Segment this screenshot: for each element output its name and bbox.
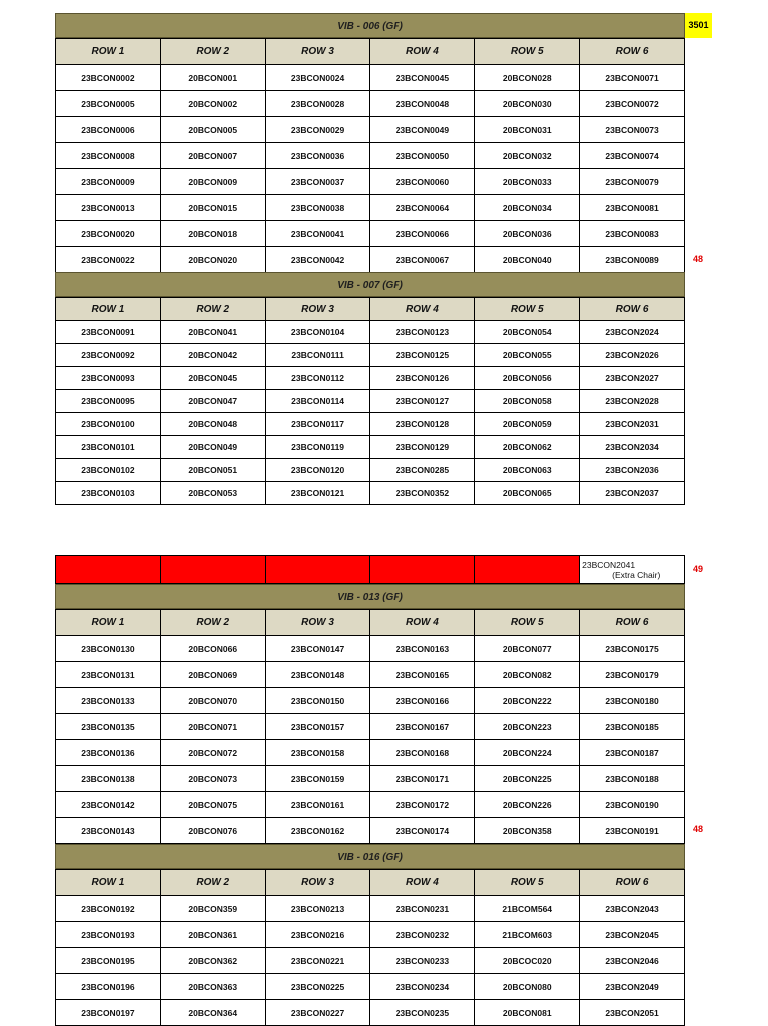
roll-number-cell: 23BCON0006 [56,117,161,143]
column-header: ROW 2 [160,610,265,636]
column-header: ROW 1 [56,298,161,321]
roll-number-cell: 20BCON015 [160,195,265,221]
roll-number-cell: 20BCON364 [160,1000,265,1026]
section-vib-007 [55,272,685,505]
roll-number-cell: 20BCON224 [475,740,580,766]
roll-number-cell: 23BCON0150 [265,688,370,714]
roll-number-cell: 20BCON054 [475,321,580,344]
table-row [56,413,685,436]
roll-number-cell: 20BCON359 [160,896,265,922]
extra-roll: 23BCON2041 [582,559,636,570]
red-cell [475,556,580,584]
roll-number-cell: 23BCON0213 [265,896,370,922]
roll-number-cell: 20BCON056 [475,367,580,390]
roll-number-cell: 23BCON0101 [56,436,161,459]
roll-number-cell: 23BCON0103 [56,482,161,505]
section-title: VIB - 016 (GF) [55,844,685,869]
roll-number-cell: 20BCON069 [160,662,265,688]
roll-number-cell: 23BCON0041 [265,221,370,247]
roll-number-cell: 20BCON358 [475,818,580,844]
table-row [56,195,685,221]
roll-number-cell: 23BCON0172 [370,792,475,818]
table-row [56,636,685,662]
roll-number-cell: 23BCON0067 [370,247,475,273]
column-header: ROW 4 [370,610,475,636]
roll-number-cell: 23BCON0143 [56,818,161,844]
column-header: ROW 5 [475,298,580,321]
roll-number-cell: 23BCON0234 [370,974,475,1000]
roll-number-cell: 23BCON0147 [265,636,370,662]
column-header: ROW 3 [265,298,370,321]
table-row [56,91,685,117]
roll-number-cell: 23BCON0009 [56,169,161,195]
roll-number-cell: 20BCON042 [160,344,265,367]
table-row [56,948,685,974]
roll-number-cell: 23BCON0100 [56,413,161,436]
roll-number-cell: 23BCON0045 [370,65,475,91]
seating-table [55,869,685,1026]
roll-number-cell: 20BCON071 [160,714,265,740]
roll-number-cell: 23BCON0185 [580,714,685,740]
roll-number-cell: 20BCON063 [475,459,580,482]
table-row [56,436,685,459]
column-header: ROW 6 [580,298,685,321]
red-cell [160,556,265,584]
roll-number-cell: 23BCON2043 [580,896,685,922]
roll-number-cell: 23BCON0187 [580,740,685,766]
table-row [56,922,685,948]
column-header: ROW 1 [56,39,161,65]
roll-number-cell: 20BCON361 [160,922,265,948]
roll-number-cell: 23BCON0060 [370,169,475,195]
roll-number-cell: 23BCON0072 [580,91,685,117]
extra-count: 49 [693,564,704,574]
section-vib-013 [55,584,685,844]
roll-number-cell: 23BCON0074 [580,143,685,169]
section-title: VIB - 007 (GF) [55,272,685,297]
column-header: ROW 2 [160,870,265,896]
roll-number-cell: 20BCON362 [160,948,265,974]
roll-number-cell: 23BCON0197 [56,1000,161,1026]
roll-number-cell: 23BCON0117 [265,413,370,436]
extra-chair-cell [580,556,685,584]
roll-number-cell: 23BCON0133 [56,688,161,714]
roll-number-cell: 23BCON2046 [580,948,685,974]
roll-number-cell: 23BCON0036 [265,143,370,169]
roll-number-cell: 23BCON0022 [56,247,161,273]
roll-number-cell: 20BCON363 [160,974,265,1000]
roll-number-cell: 23BCON0175 [580,636,685,662]
table-row [56,482,685,505]
table-row [56,818,685,844]
column-header: ROW 5 [475,870,580,896]
roll-number-cell: 20BCOC020 [475,948,580,974]
section-title: VIB - 013 (GF) [55,584,685,609]
roll-number-cell: 23BCON2027 [580,367,685,390]
table-row [56,344,685,367]
roll-number-cell: 23BCON2024 [580,321,685,344]
roll-number-cell: 20BCON081 [475,1000,580,1026]
roll-number-cell: 23BCON0135 [56,714,161,740]
roll-number-cell: 20BCON036 [475,221,580,247]
roll-number-cell: 23BCON0038 [265,195,370,221]
section-vib-006 [55,13,685,273]
roll-number-cell: 20BCON073 [160,766,265,792]
column-header: ROW 1 [56,610,161,636]
roll-number-cell: 23BCON0126 [370,367,475,390]
roll-number-cell: 20BCON018 [160,221,265,247]
roll-number-cell: 23BCON0225 [265,974,370,1000]
table-row [56,974,685,1000]
roll-number-cell: 23BCON0157 [265,714,370,740]
roll-number-cell: 23BCON0191 [580,818,685,844]
roll-number-cell: 23BCON0120 [265,459,370,482]
roll-number-cell: 23BCON0064 [370,195,475,221]
roll-number-cell: 23BCON0131 [56,662,161,688]
roll-number-cell: 20BCON045 [160,367,265,390]
roll-number-cell: 23BCON0091 [56,321,161,344]
column-header: ROW 6 [580,39,685,65]
table-row [56,247,685,273]
roll-number-cell: 20BCON002 [160,91,265,117]
roll-number-cell: 23BCON0114 [265,390,370,413]
roll-number-cell: 23BCON0161 [265,792,370,818]
roll-number-cell: 23BCON0024 [265,65,370,91]
roll-number-cell: 23BCON0095 [56,390,161,413]
roll-number-cell: 23BCON0013 [56,195,161,221]
table-row [56,390,685,413]
roll-number-cell: 23BCON0158 [265,740,370,766]
roll-number-cell: 20BCON070 [160,688,265,714]
table-row [56,792,685,818]
table-row [56,714,685,740]
roll-number-cell: 23BCON0121 [265,482,370,505]
roll-number-cell: 23BCON0093 [56,367,161,390]
roll-number-cell: 23BCON0221 [265,948,370,974]
section-count: 48 [693,824,704,834]
roll-number-cell: 20BCON009 [160,169,265,195]
roll-number-cell: 23BCON0192 [56,896,161,922]
roll-number-cell: 23BCON0179 [580,662,685,688]
roll-number-cell: 23BCON0049 [370,117,475,143]
seating-table [55,609,685,844]
roll-number-cell: 23BCON0127 [370,390,475,413]
roll-number-cell: 23BCON0227 [265,1000,370,1026]
roll-number-cell: 23BCON0165 [370,662,475,688]
column-header: ROW 6 [580,610,685,636]
roll-number-cell: 23BCON2034 [580,436,685,459]
roll-number-cell: 23BCON0166 [370,688,475,714]
table-row [56,321,685,344]
roll-number-cell: 23BCON0042 [265,247,370,273]
column-header: ROW 3 [265,610,370,636]
roll-number-cell: 23BCON0071 [580,65,685,91]
roll-number-cell: 23BCON2045 [580,922,685,948]
roll-number-cell: 20BCON047 [160,390,265,413]
roll-number-cell: 23BCON0162 [265,818,370,844]
roll-number-cell: 20BCON033 [475,169,580,195]
column-header: ROW 3 [265,39,370,65]
table-row [56,896,685,922]
extra-note: (Extra Chair) [612,569,661,580]
roll-number-cell: 23BCON0193 [56,922,161,948]
roll-number-cell: 23BCON0029 [265,117,370,143]
roll-number-cell: 23BCON0130 [56,636,161,662]
roll-number-cell: 23BCON0111 [265,344,370,367]
roll-number-cell: 23BCON0174 [370,818,475,844]
roll-number-cell: 20BCON048 [160,413,265,436]
roll-number-cell: 23BCON0119 [265,436,370,459]
roll-number-cell: 20BCON072 [160,740,265,766]
roll-number-cell: 23BCON0231 [370,896,475,922]
section-vib-016 [55,844,685,1026]
roll-number-cell: 23BCON0089 [580,247,685,273]
roll-number-cell: 23BCON2026 [580,344,685,367]
roll-number-cell: 20BCON053 [160,482,265,505]
roll-number-cell: 20BCON076 [160,818,265,844]
roll-number-cell: 20BCON034 [475,195,580,221]
roll-number-cell: 23BCON2037 [580,482,685,505]
roll-number-cell: 20BCON005 [160,117,265,143]
table-row [56,740,685,766]
roll-number-cell: 23BCON0232 [370,922,475,948]
roll-number-cell: 23BCON0195 [56,948,161,974]
roll-number-cell: 23BCON0285 [370,459,475,482]
column-header: ROW 2 [160,298,265,321]
roll-number-cell: 23BCON0112 [265,367,370,390]
roll-number-cell: 23BCON0142 [56,792,161,818]
table-row [56,367,685,390]
roll-number-cell: 23BCON0104 [265,321,370,344]
roll-number-cell: 20BCON225 [475,766,580,792]
column-header: ROW 4 [370,870,475,896]
roll-number-cell: 23BCON0081 [580,195,685,221]
roll-number-cell: 23BCON0233 [370,948,475,974]
roll-number-cell: 23BCON0171 [370,766,475,792]
roll-number-cell: 23BCON0079 [580,169,685,195]
roll-number-cell: 23BCON0092 [56,344,161,367]
red-cell [56,556,161,584]
table-row [56,662,685,688]
roll-number-cell: 23BCON0136 [56,740,161,766]
roll-number-cell: 23BCON0083 [580,221,685,247]
roll-number-cell: 20BCON030 [475,91,580,117]
roll-number-cell: 20BCON075 [160,792,265,818]
roll-number-cell: 23BCON0352 [370,482,475,505]
roll-number-cell: 21BCOM564 [475,896,580,922]
section-title: VIB - 006 (GF) [55,13,685,38]
roll-number-cell: 20BCON020 [160,247,265,273]
table-row [56,117,685,143]
roll-number-cell: 23BCON0163 [370,636,475,662]
roll-number-cell: 20BCON007 [160,143,265,169]
column-header: ROW 3 [265,870,370,896]
roll-number-cell: 20BCON058 [475,390,580,413]
roll-number-cell: 23BCON2051 [580,1000,685,1026]
seating-table [55,38,685,273]
column-header: ROW 4 [370,39,475,65]
table-row [56,688,685,714]
roll-number-cell: 21BCOM603 [475,922,580,948]
roll-number-cell: 23BCON0050 [370,143,475,169]
red-cell [265,556,370,584]
roll-number-cell: 23BCON0129 [370,436,475,459]
roll-number-cell: 23BCON0008 [56,143,161,169]
roll-number-cell: 23BCON0002 [56,65,161,91]
roll-number-cell: 20BCON041 [160,321,265,344]
column-header: ROW 5 [475,39,580,65]
roll-number-cell: 20BCON028 [475,65,580,91]
roll-number-cell: 20BCON066 [160,636,265,662]
roll-number-cell: 23BCON0128 [370,413,475,436]
roll-number-cell: 23BCON0235 [370,1000,475,1026]
roll-number-cell: 20BCON065 [475,482,580,505]
column-header: ROW 4 [370,298,475,321]
section-count: 48 [693,254,704,264]
table-row [56,1000,685,1026]
roll-number-cell: 23BCON0123 [370,321,475,344]
seating-table [55,297,685,505]
roll-number-cell: 23BCON0168 [370,740,475,766]
extra-chair-row [55,555,685,584]
roll-number-cell: 23BCON0020 [56,221,161,247]
corner-tag: 3501 [685,13,712,38]
roll-number-cell: 23BCON0159 [265,766,370,792]
roll-number-cell: 23BCON0216 [265,922,370,948]
roll-number-cell: 20BCON001 [160,65,265,91]
roll-number-cell: 20BCON051 [160,459,265,482]
table-row [56,459,685,482]
roll-number-cell: 23BCON0125 [370,344,475,367]
red-cell [370,556,475,584]
roll-number-cell: 20BCON059 [475,413,580,436]
roll-number-cell: 23BCON0073 [580,117,685,143]
roll-number-cell: 23BCON0148 [265,662,370,688]
roll-number-cell: 23BCON0066 [370,221,475,247]
table-row [56,65,685,91]
table-row [56,766,685,792]
column-header: ROW 2 [160,39,265,65]
roll-number-cell: 23BCON0196 [56,974,161,1000]
roll-number-cell: 23BCON0102 [56,459,161,482]
roll-number-cell: 23BCON0037 [265,169,370,195]
roll-number-cell: 20BCON077 [475,636,580,662]
roll-number-cell: 20BCON049 [160,436,265,459]
roll-number-cell: 23BCON2049 [580,974,685,1000]
roll-number-cell: 20BCON082 [475,662,580,688]
roll-number-cell: 20BCON040 [475,247,580,273]
roll-number-cell: 20BCON032 [475,143,580,169]
roll-number-cell: 23BCON0138 [56,766,161,792]
table-row [56,169,685,195]
column-header: ROW 5 [475,610,580,636]
roll-number-cell: 23BCON0180 [580,688,685,714]
roll-number-cell: 23BCON0167 [370,714,475,740]
table-row [56,221,685,247]
roll-number-cell: 20BCON080 [475,974,580,1000]
roll-number-cell: 20BCON222 [475,688,580,714]
roll-number-cell: 23BCON0048 [370,91,475,117]
roll-number-cell: 23BCON2028 [580,390,685,413]
column-header: ROW 1 [56,870,161,896]
table-row [56,143,685,169]
roll-number-cell: 23BCON0190 [580,792,685,818]
roll-number-cell: 23BCON2031 [580,413,685,436]
roll-number-cell: 20BCON062 [475,436,580,459]
roll-number-cell: 23BCON2036 [580,459,685,482]
roll-number-cell: 20BCON031 [475,117,580,143]
roll-number-cell: 20BCON226 [475,792,580,818]
roll-number-cell: 20BCON223 [475,714,580,740]
roll-number-cell: 23BCON0005 [56,91,161,117]
roll-number-cell: 23BCON0188 [580,766,685,792]
column-header: ROW 6 [580,870,685,896]
roll-number-cell: 23BCON0028 [265,91,370,117]
roll-number-cell: 20BCON055 [475,344,580,367]
